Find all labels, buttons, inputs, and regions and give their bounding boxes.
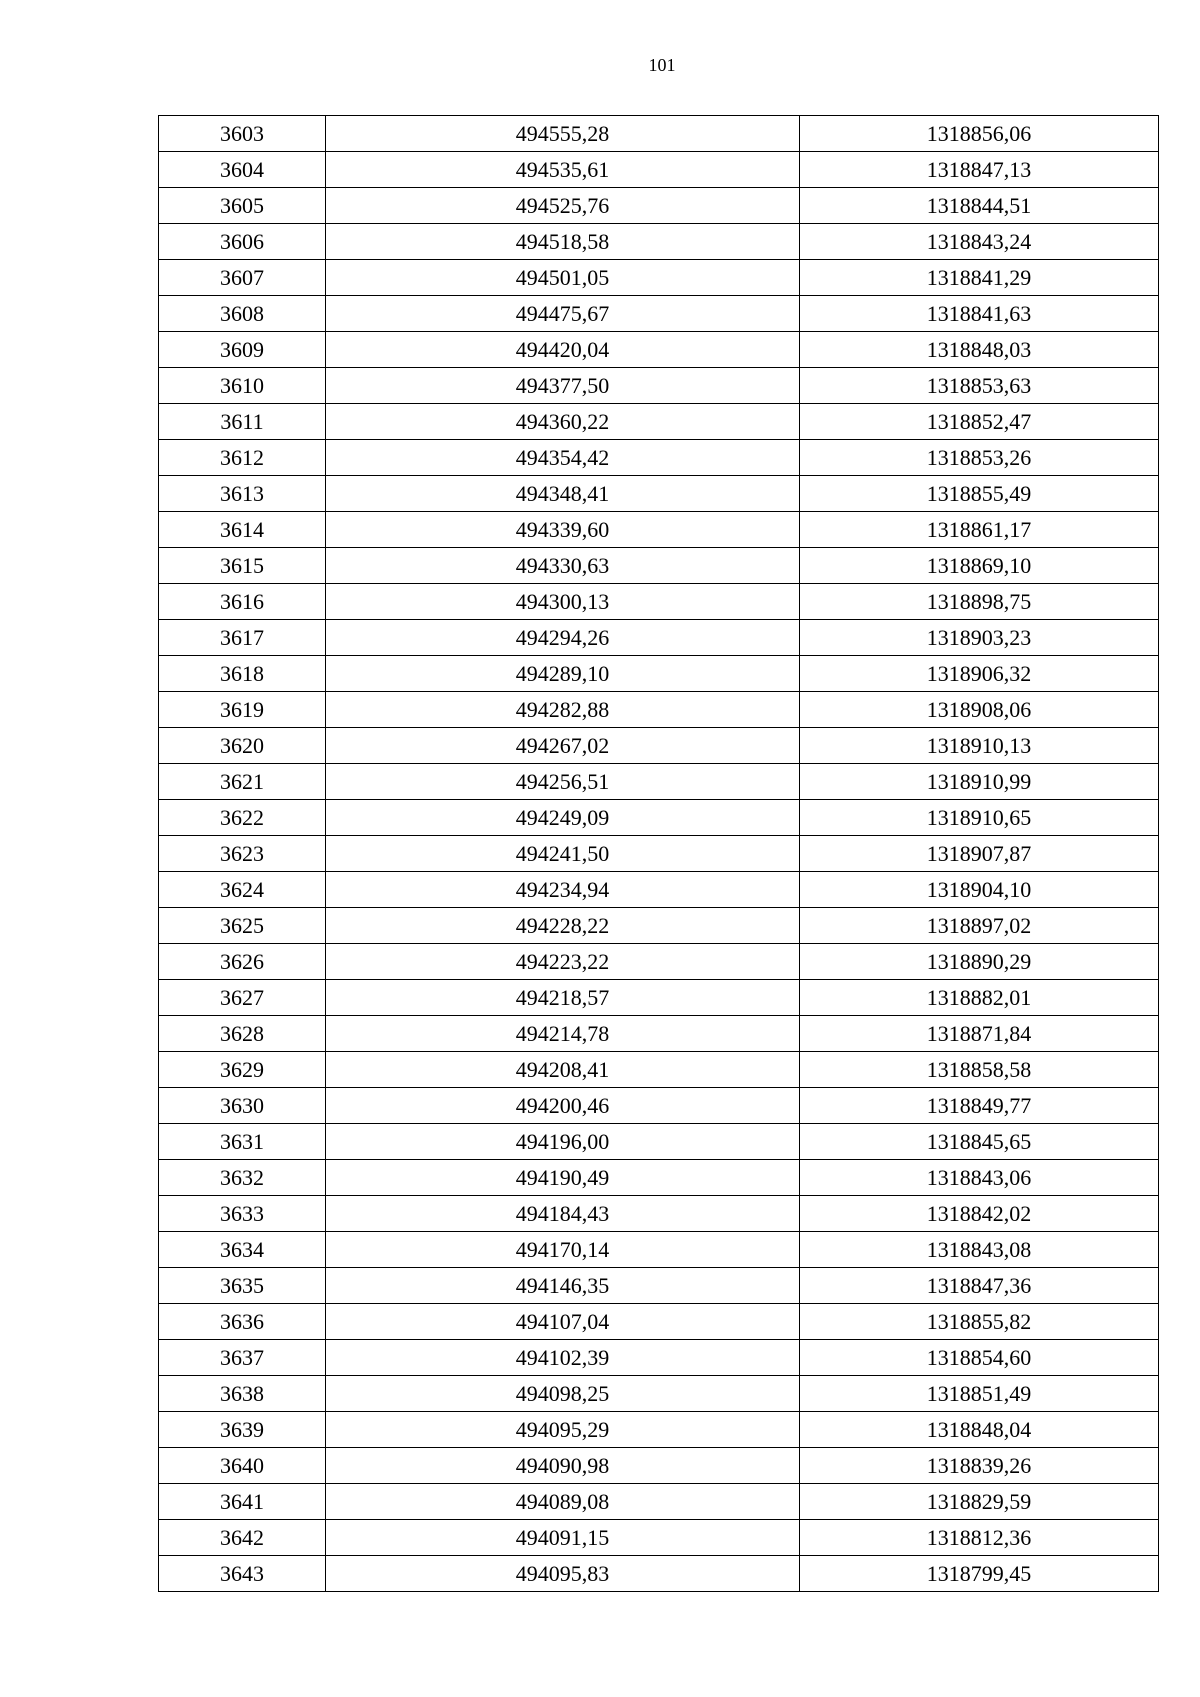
table-row <box>159 620 1159 656</box>
x-coordinate-cell: 494228,22 <box>326 908 800 944</box>
point-number-cell: 3616 <box>159 584 326 620</box>
y-coordinate-cell: 1318853,26 <box>800 440 1159 476</box>
y-coordinate-cell: 1318847,13 <box>800 152 1159 188</box>
x-coordinate-cell: 494501,05 <box>326 260 800 296</box>
x-coordinate-cell: 494360,22 <box>326 404 800 440</box>
table-row <box>159 872 1159 908</box>
y-coordinate-cell: 1318839,26 <box>800 1448 1159 1484</box>
point-number-cell: 3636 <box>159 1304 326 1340</box>
point-number-cell: 3618 <box>159 656 326 692</box>
point-number-cell: 3642 <box>159 1520 326 1556</box>
point-number-cell: 3623 <box>159 836 326 872</box>
table-row <box>159 296 1159 332</box>
point-number-cell: 3627 <box>159 980 326 1016</box>
point-number-cell: 3621 <box>159 764 326 800</box>
x-coordinate-cell: 494146,35 <box>326 1268 800 1304</box>
x-coordinate-cell: 494339,60 <box>326 512 800 548</box>
point-number-cell: 3632 <box>159 1160 326 1196</box>
table-row <box>159 188 1159 224</box>
table-row <box>159 548 1159 584</box>
point-number-cell: 3639 <box>159 1412 326 1448</box>
x-coordinate-cell: 494089,08 <box>326 1484 800 1520</box>
table-row <box>159 152 1159 188</box>
y-coordinate-cell: 1318910,13 <box>800 728 1159 764</box>
x-coordinate-cell: 494348,41 <box>326 476 800 512</box>
table-row <box>159 1052 1159 1088</box>
x-coordinate-cell: 494267,02 <box>326 728 800 764</box>
table-row <box>159 1484 1159 1520</box>
point-number-cell: 3637 <box>159 1340 326 1376</box>
x-coordinate-cell: 494098,25 <box>326 1376 800 1412</box>
page-number: 101 <box>648 55 676 75</box>
table-row <box>159 404 1159 440</box>
table-row <box>159 116 1159 152</box>
point-number-cell: 3622 <box>159 800 326 836</box>
point-number-cell: 3638 <box>159 1376 326 1412</box>
y-coordinate-cell: 1318869,10 <box>800 548 1159 584</box>
y-coordinate-cell: 1318904,10 <box>800 872 1159 908</box>
point-number-cell: 3611 <box>159 404 326 440</box>
y-coordinate-cell: 1318908,06 <box>800 692 1159 728</box>
y-coordinate-cell: 1318903,23 <box>800 620 1159 656</box>
y-coordinate-cell: 1318854,60 <box>800 1340 1159 1376</box>
y-coordinate-cell: 1318871,84 <box>800 1016 1159 1052</box>
point-number-cell: 3633 <box>159 1196 326 1232</box>
x-coordinate-cell: 494170,14 <box>326 1232 800 1268</box>
table-row <box>159 332 1159 368</box>
point-number-cell: 3643 <box>159 1556 326 1592</box>
table-row <box>159 944 1159 980</box>
x-coordinate-cell: 494095,83 <box>326 1556 800 1592</box>
y-coordinate-cell: 1318910,65 <box>800 800 1159 836</box>
x-coordinate-cell: 494241,50 <box>326 836 800 872</box>
coordinates-table-body <box>159 116 1159 1592</box>
x-coordinate-cell: 494377,50 <box>326 368 800 404</box>
x-coordinate-cell: 494475,67 <box>326 296 800 332</box>
y-coordinate-cell: 1318843,08 <box>800 1232 1159 1268</box>
table-row <box>159 1268 1159 1304</box>
point-number-cell: 3603 <box>159 116 326 152</box>
y-coordinate-cell: 1318851,49 <box>800 1376 1159 1412</box>
point-number-cell: 3630 <box>159 1088 326 1124</box>
point-number-cell: 3620 <box>159 728 326 764</box>
table-row <box>159 476 1159 512</box>
y-coordinate-cell: 1318852,47 <box>800 404 1159 440</box>
y-coordinate-cell: 1318856,06 <box>800 116 1159 152</box>
table-row <box>159 368 1159 404</box>
table-row <box>159 1124 1159 1160</box>
x-coordinate-cell: 494234,94 <box>326 872 800 908</box>
x-coordinate-cell: 494256,51 <box>326 764 800 800</box>
table-row <box>159 1196 1159 1232</box>
y-coordinate-cell: 1318898,75 <box>800 584 1159 620</box>
table-row <box>159 1016 1159 1052</box>
table-row <box>159 1412 1159 1448</box>
table-row <box>159 584 1159 620</box>
point-number-cell: 3606 <box>159 224 326 260</box>
x-coordinate-cell: 494354,42 <box>326 440 800 476</box>
point-number-cell: 3629 <box>159 1052 326 1088</box>
x-coordinate-cell: 494300,13 <box>326 584 800 620</box>
table-row <box>159 1448 1159 1484</box>
point-number-cell: 3604 <box>159 152 326 188</box>
table-row <box>159 260 1159 296</box>
y-coordinate-cell: 1318861,17 <box>800 512 1159 548</box>
table-row <box>159 692 1159 728</box>
point-number-cell: 3640 <box>159 1448 326 1484</box>
x-coordinate-cell: 494190,49 <box>326 1160 800 1196</box>
y-coordinate-cell: 1318842,02 <box>800 1196 1159 1232</box>
point-number-cell: 3635 <box>159 1268 326 1304</box>
table-row <box>159 728 1159 764</box>
coordinates-table <box>158 115 1159 1592</box>
y-coordinate-cell: 1318906,32 <box>800 656 1159 692</box>
point-number-cell: 3605 <box>159 188 326 224</box>
point-number-cell: 3626 <box>159 944 326 980</box>
table-row <box>159 1556 1159 1592</box>
point-number-cell: 3641 <box>159 1484 326 1520</box>
x-coordinate-cell: 494223,22 <box>326 944 800 980</box>
x-coordinate-cell: 494208,41 <box>326 1052 800 1088</box>
y-coordinate-cell: 1318843,24 <box>800 224 1159 260</box>
point-number-cell: 3628 <box>159 1016 326 1052</box>
y-coordinate-cell: 1318845,65 <box>800 1124 1159 1160</box>
x-coordinate-cell: 494102,39 <box>326 1340 800 1376</box>
point-number-cell: 3631 <box>159 1124 326 1160</box>
x-coordinate-cell: 494107,04 <box>326 1304 800 1340</box>
table-row <box>159 980 1159 1016</box>
point-number-cell: 3625 <box>159 908 326 944</box>
x-coordinate-cell: 494200,46 <box>326 1088 800 1124</box>
y-coordinate-cell: 1318841,29 <box>800 260 1159 296</box>
x-coordinate-cell: 494196,00 <box>326 1124 800 1160</box>
x-coordinate-cell: 494330,63 <box>326 548 800 584</box>
y-coordinate-cell: 1318853,63 <box>800 368 1159 404</box>
x-coordinate-cell: 494282,88 <box>326 692 800 728</box>
table-row <box>159 836 1159 872</box>
table-row <box>159 764 1159 800</box>
y-coordinate-cell: 1318907,87 <box>800 836 1159 872</box>
table-row <box>159 908 1159 944</box>
table-row <box>159 1376 1159 1412</box>
table-row <box>159 800 1159 836</box>
x-coordinate-cell: 494218,57 <box>326 980 800 1016</box>
x-coordinate-cell: 494214,78 <box>326 1016 800 1052</box>
point-number-cell: 3615 <box>159 548 326 584</box>
point-number-cell: 3614 <box>159 512 326 548</box>
y-coordinate-cell: 1318890,29 <box>800 944 1159 980</box>
x-coordinate-cell: 494535,61 <box>326 152 800 188</box>
x-coordinate-cell: 494420,04 <box>326 332 800 368</box>
table-row <box>159 224 1159 260</box>
x-coordinate-cell: 494525,76 <box>326 188 800 224</box>
y-coordinate-cell: 1318844,51 <box>800 188 1159 224</box>
table-row <box>159 1304 1159 1340</box>
table-row <box>159 512 1159 548</box>
y-coordinate-cell: 1318847,36 <box>800 1268 1159 1304</box>
y-coordinate-cell: 1318882,01 <box>800 980 1159 1016</box>
point-number-cell: 3612 <box>159 440 326 476</box>
x-coordinate-cell: 494294,26 <box>326 620 800 656</box>
y-coordinate-cell: 1318858,58 <box>800 1052 1159 1088</box>
x-coordinate-cell: 494289,10 <box>326 656 800 692</box>
y-coordinate-cell: 1318799,45 <box>800 1556 1159 1592</box>
y-coordinate-cell: 1318841,63 <box>800 296 1159 332</box>
x-coordinate-cell: 494095,29 <box>326 1412 800 1448</box>
y-coordinate-cell: 1318855,49 <box>800 476 1159 512</box>
x-coordinate-cell: 494091,15 <box>326 1520 800 1556</box>
table-row <box>159 1088 1159 1124</box>
point-number-cell: 3613 <box>159 476 326 512</box>
point-number-cell: 3610 <box>159 368 326 404</box>
y-coordinate-cell: 1318848,03 <box>800 332 1159 368</box>
x-coordinate-cell: 494555,28 <box>326 116 800 152</box>
table-row <box>159 1232 1159 1268</box>
y-coordinate-cell: 1318910,99 <box>800 764 1159 800</box>
y-coordinate-cell: 1318897,02 <box>800 908 1159 944</box>
point-number-cell: 3608 <box>159 296 326 332</box>
table-row <box>159 656 1159 692</box>
y-coordinate-cell: 1318812,36 <box>800 1520 1159 1556</box>
y-coordinate-cell: 1318855,82 <box>800 1304 1159 1340</box>
y-coordinate-cell: 1318849,77 <box>800 1088 1159 1124</box>
point-number-cell: 3624 <box>159 872 326 908</box>
table-row <box>159 1340 1159 1376</box>
y-coordinate-cell: 1318843,06 <box>800 1160 1159 1196</box>
y-coordinate-cell: 1318848,04 <box>800 1412 1159 1448</box>
x-coordinate-cell: 494090,98 <box>326 1448 800 1484</box>
point-number-cell: 3607 <box>159 260 326 296</box>
point-number-cell: 3619 <box>159 692 326 728</box>
y-coordinate-cell: 1318829,59 <box>800 1484 1159 1520</box>
x-coordinate-cell: 494518,58 <box>326 224 800 260</box>
x-coordinate-cell: 494184,43 <box>326 1196 800 1232</box>
table-row <box>159 440 1159 476</box>
table-row <box>159 1520 1159 1556</box>
x-coordinate-cell: 494249,09 <box>326 800 800 836</box>
point-number-cell: 3609 <box>159 332 326 368</box>
point-number-cell: 3634 <box>159 1232 326 1268</box>
table-row <box>159 1160 1159 1196</box>
point-number-cell: 3617 <box>159 620 326 656</box>
